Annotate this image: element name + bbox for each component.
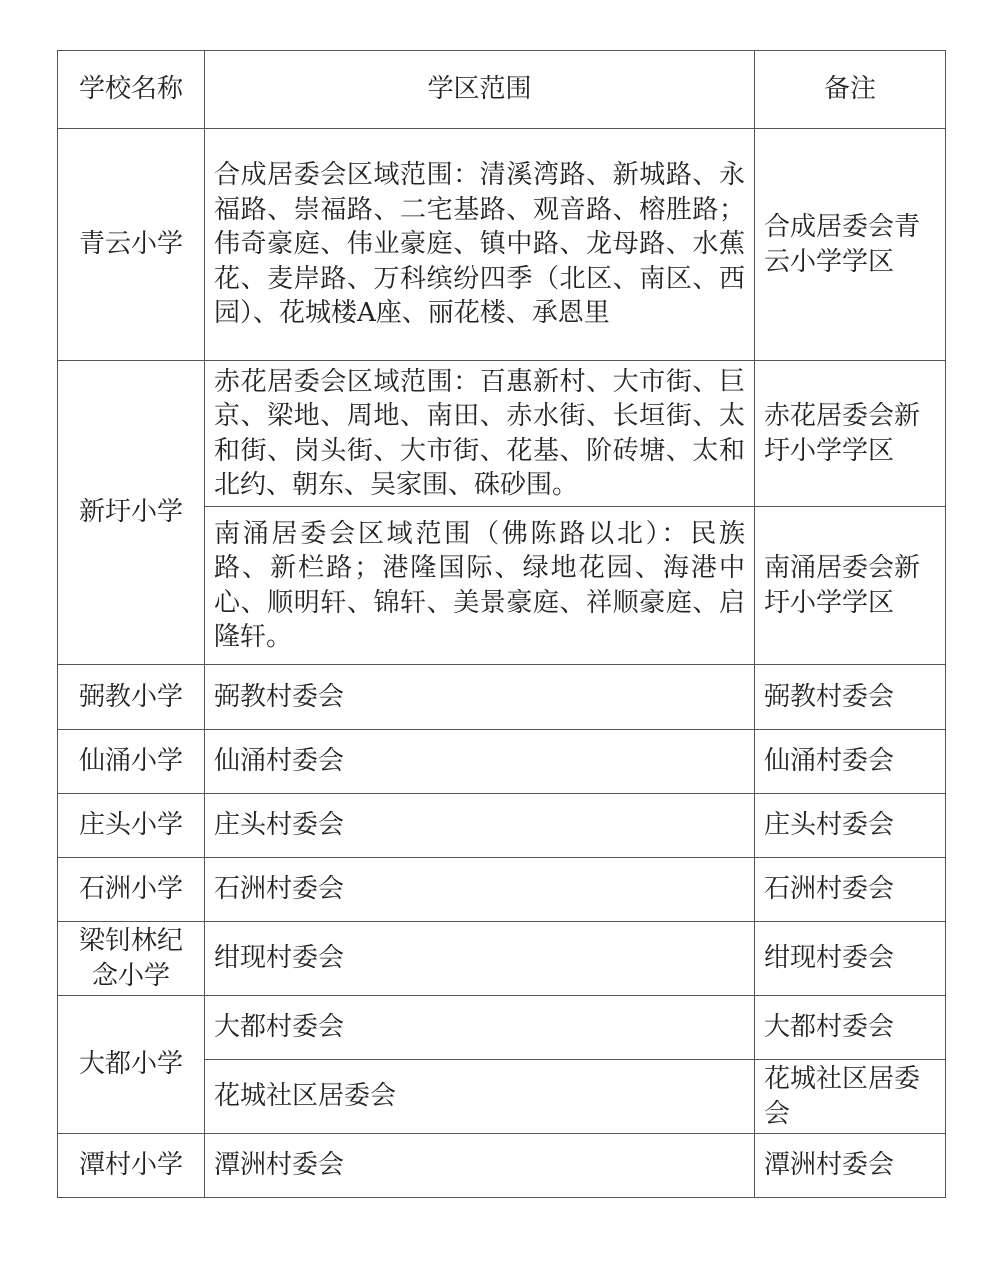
header-note: 备注 <box>755 51 946 129</box>
school-name: 庄头小学 <box>58 794 205 858</box>
district-range: 赤花居委会区域范围：百惠新村、大市街、巨京、梁地、周地、南田、赤水街、长垣街、太和街、岗头街、大市街、花基、阶砖塘、太和北约、朝东、吴家围、硃砂围。 <box>205 361 755 507</box>
table-row <box>58 730 946 794</box>
district-note: 赤花居委会新圩小学学区 <box>755 361 946 507</box>
district-range: 花城社区居委会 <box>205 1060 755 1134</box>
district-range: 绀现村委会 <box>205 922 755 996</box>
school-name: 仙涌小学 <box>58 730 205 794</box>
school-name: 青云小学 <box>58 129 205 361</box>
district-note: 花城社区居委会 <box>755 1060 946 1134</box>
school-name: 潭村小学 <box>58 1134 205 1198</box>
district-note: 绀现村委会 <box>755 922 946 996</box>
school-name: 弼教小学 <box>58 665 205 730</box>
table-row <box>58 129 946 361</box>
district-range: 仙涌村委会 <box>205 730 755 794</box>
header-school: 学校名称 <box>58 51 205 129</box>
district-range: 南涌居委会区域范围（佛陈路以北）：民族路、新栏路；港隆国际、绿地花园、海港中心、顺明轩、锦轩、美景豪庭、祥顺豪庭、启隆轩。 <box>205 507 755 665</box>
school-district-table <box>57 50 946 1198</box>
district-note: 潭洲村委会 <box>755 1134 946 1198</box>
district-note: 石洲村委会 <box>755 858 946 922</box>
district-note: 庄头村委会 <box>755 794 946 858</box>
district-range: 大都村委会 <box>205 996 755 1060</box>
table-row <box>58 922 946 996</box>
district-range: 合成居委会区域范围：清溪湾路、新城路、永福路、崇福路、二宅基路、观音路、榕胜路；伟奇豪庭、伟业豪庭、镇中路、龙母路、水蕉花、麦岸路、万科缤纷四季（北区、南区、西园）、花城楼A座、丽花楼、承恩里 <box>205 129 755 361</box>
table-row <box>58 858 946 922</box>
table-row <box>58 996 946 1060</box>
district-note: 大都村委会 <box>755 996 946 1060</box>
table-row <box>58 1134 946 1198</box>
table-row <box>58 665 946 730</box>
table-row <box>58 361 946 507</box>
district-note: 仙涌村委会 <box>755 730 946 794</box>
school-name: 大都小学 <box>58 996 205 1134</box>
header-range: 学区范围 <box>205 51 755 129</box>
school-name: 新圩小学 <box>58 361 205 665</box>
header-row <box>58 51 946 129</box>
district-note: 弼教村委会 <box>755 665 946 730</box>
district-range: 弼教村委会 <box>205 665 755 730</box>
school-name: 梁钊林纪念小学 <box>58 922 205 996</box>
district-range: 石洲村委会 <box>205 858 755 922</box>
district-range: 庄头村委会 <box>205 794 755 858</box>
district-note: 南涌居委会新圩小学学区 <box>755 507 946 665</box>
school-name: 石洲小学 <box>58 858 205 922</box>
table-row <box>58 794 946 858</box>
district-range: 潭洲村委会 <box>205 1134 755 1198</box>
district-note: 合成居委会青云小学学区 <box>755 129 946 361</box>
